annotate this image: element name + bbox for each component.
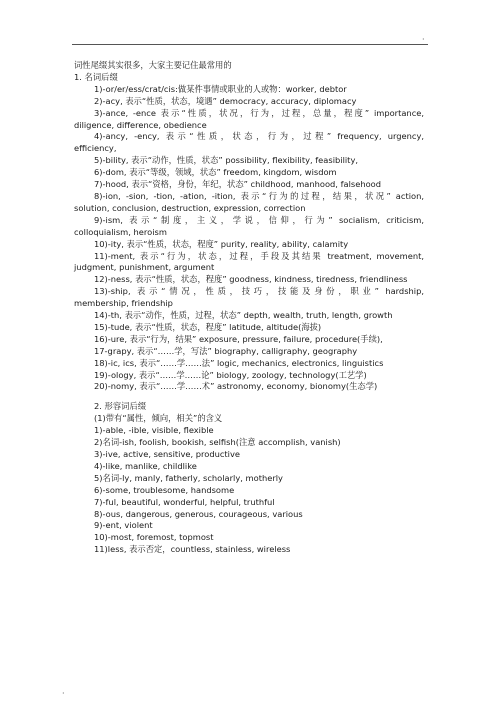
list-item: 7)-ful, beautiful, wonderful, helpful, truthful: [94, 496, 275, 507]
list-item: 7)-hood, 表示“资格，身份，年纪，状态” childhood, manhood, falsehood: [94, 179, 381, 190]
list-item: 19)-ology, 表示“……学……论” biology, zoology, technology(工艺学): [94, 369, 367, 380]
list-item: 20)-nomy, 表示“……学……术” astronomy, economy, bionomy(生态学): [94, 381, 378, 392]
noun-suffix-list: [74, 84, 424, 394]
header-rule: [72, 44, 428, 45]
list-item-continuation: judgment, punishment, argument: [74, 262, 215, 273]
adjective-suffix-list: [74, 413, 424, 556]
list-item: 17-grapy, 表示“……学，写法” biography, calligraphy, geography: [94, 345, 358, 356]
list-item: 2)名词-ish, foolish, bookish, selfish(注意 accomplish, vanish): [94, 437, 341, 448]
list-item: 15)-tude, 表示“性质，状态，程度” latitude, altitude(海拔): [94, 321, 322, 332]
section2-heading: 2. 形容词后缀: [94, 401, 147, 412]
list-item: 18)-ic, ics, 表示“……学……法” logic, mechanics, electronics, linguistics: [94, 357, 384, 368]
list-item: 9)-ism, 表示“制度，主义，学说，信仰，行为” socialism, criticism,: [94, 214, 424, 225]
list-item: 2)-acy, 表示“性质，状态，境遇” democracy, accuracy, diplomacy: [94, 95, 357, 106]
list-item: 1)-able, -ible, visible, flexible: [94, 425, 214, 436]
bottom-dot-mark: ·: [62, 689, 65, 698]
list-item-continuation: efficiency,: [74, 143, 117, 154]
top-dot-mark: ·: [422, 35, 425, 44]
section-gap: [74, 393, 424, 401]
list-item: 13)-ship, 表示“情况，性质，技巧，技能及身份，职业” hardship,: [94, 286, 424, 297]
list-item: 11)less, 表示否定，countless, stainless, wireless: [94, 544, 291, 555]
list-item-continuation: diligence, difference, obedience: [74, 119, 207, 130]
list-item: 6)-some, troublesome, handsome: [94, 484, 235, 495]
document-body: [74, 60, 424, 556]
list-item: 10)-most, foremost, topmost: [94, 532, 214, 543]
list-item: 8)-ion, -sion, -tion, -ation, -ition, 表示“行为的过程，结果，状况” action,: [94, 190, 424, 201]
list-item-continuation: solution, conclusion, destruction, expression, correction: [74, 202, 306, 213]
list-item-continuation: colloquialism, heroism: [74, 226, 167, 237]
list-item: 14)-th, 表示“动作，性质，过程，状态” depth, wealth, truth, length, growth: [94, 310, 393, 321]
intro-text: 词性尾缀其实很多，大家主要记住最常用的: [74, 60, 232, 70]
list-item: 4)-like, manlike, childlike: [94, 460, 197, 471]
list-item: 11)-ment, 表示“行为，状态，过程，手段及其结果 treatment, movement,: [94, 250, 424, 261]
list-item: 5)名词-ly, manly, fatherly, scholarly, motherly: [94, 472, 283, 483]
list-item: 1)-or/er/ess/crat/cis:做某件事情或职业的人或物：worker, debtor: [94, 83, 347, 94]
list-item-continuation: membership, friendship: [74, 298, 173, 309]
list-item: 8)-ous, dangerous, generous, courageous, various: [94, 508, 303, 519]
list-item: 3)-ance, -ence 表示“性质，状况，行为，过程，总量，程度” importance,: [94, 107, 424, 118]
list-item: 6)-dom, 表示“等级，领域，状态” freedom, kingdom, wisdom: [94, 167, 337, 178]
list-item: 9)-ent, violent: [94, 520, 153, 531]
list-item: 3)-ive, active, sensitive, productive: [94, 449, 240, 459]
list-item: 5)-bility, 表示“动作，性质，状态” possibility, flexibility, feasibility,: [94, 155, 358, 166]
section1-heading: 1. 名词后缀: [74, 71, 118, 82]
list-item: 12)-ness, 表示“性质，状态，程度” goodness, kindness, tiredness, friendliness: [94, 274, 408, 285]
list-item: 16)-ure, 表示“行为，结果” exposure, pressure, failure, procedure(手续),: [94, 333, 383, 344]
list-item: 10)-ity, 表示“性质，状态，程度” purity, reality, ability, calamity: [94, 238, 349, 249]
list-item: 4)-ancy, -ency, 表示“性质，状态，行为，过程” frequency, urgency,: [94, 131, 424, 142]
list-item: (1)带有“属性，倾向，相关”的含义: [94, 413, 223, 424]
